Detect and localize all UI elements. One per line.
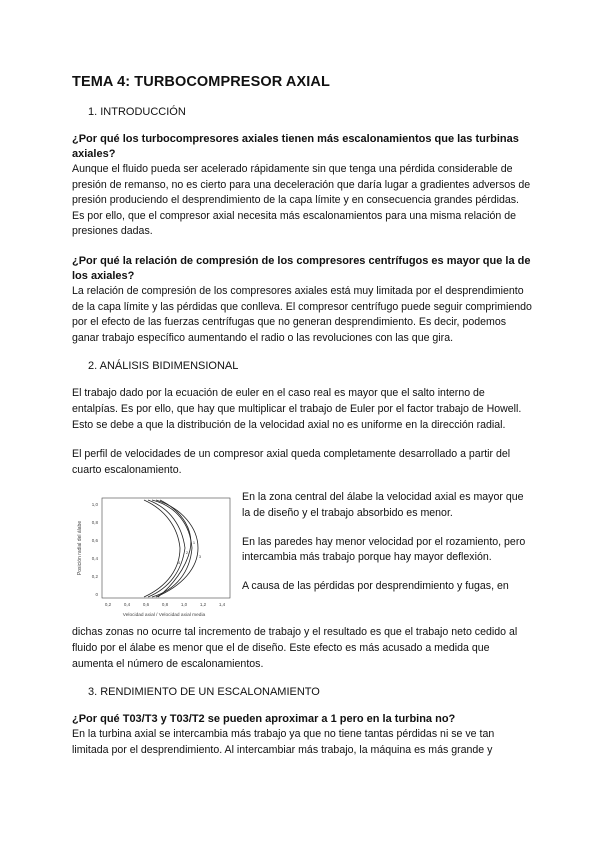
- y-tick-label: 0: [95, 592, 98, 598]
- answer-paragraph: Aunque el fluido pueda ser acelerado rápidamente sin que tenga una pérdida considerable de presión de remanso, no es cierto para una deceleración que daría lugar a gradientes adversos de presión produciendo el desprendimiento de la capa límite y en consecuencia grandes pérdidas. Es por ello, que el compresor axial necesita más escalonamientos para una misma relación de presiones dadas.: [72, 163, 531, 238]
- document-page: [72, 74, 532, 758]
- x-tick-label: 1,0: [180, 602, 188, 608]
- figure-side-text: [242, 490, 532, 594]
- body-paragraph: El trabajo dado por la ecuación de euler en el caso real es mayor que el salto interno de entalpías. Es por ello, que hay que multiplicar el trabajo de Euler por el factor trabajo de Howell. Esto se debe a que la distribución de la velocidad axial no es uniforme en la dirección radial.: [72, 387, 522, 431]
- question-heading: ¿Por qué los turbocompresores axiales tienen más escalonamientos que las turbinas axiales?: [72, 133, 519, 160]
- figure-ylabel: Posición radial del álabe: [77, 521, 83, 576]
- figure-row: [72, 490, 532, 625]
- body-paragraph: A causa de las pérdidas por desprendimiento y fugas, en: [242, 579, 509, 592]
- x-tick-label: 0,2: [104, 602, 112, 608]
- x-tick-label: 0,8: [161, 602, 169, 608]
- y-tick-label: 0,6: [91, 538, 98, 544]
- page-title: TEMA 4: TURBOCOMPRESOR AXIAL: [72, 74, 330, 90]
- y-tick-label: 0,4: [91, 556, 98, 562]
- curve-label: 1: [193, 541, 195, 546]
- y-tick-label: 0,2: [91, 574, 98, 580]
- plot-frame: [102, 498, 230, 598]
- x-tick-label: 0,4: [123, 602, 131, 608]
- curve-label: 4: [178, 561, 180, 566]
- section-heading-analisis: 2. ANÁLISIS BIDIMENSIONAL: [88, 360, 239, 373]
- profile-curve: [144, 500, 180, 597]
- curve-label: 2: [186, 551, 188, 556]
- answer-paragraph: La relación de compresión de los compresores axiales está muy limitada por el desprendimiento de la capa límite y las pérdidas que conlleva. El compresor centrífugo puede seguir comprimiendo por el efecto de las fuerzas centrífugas que no generan desprendimiento. Es decir, podemos ganar trabajo específico aumentando el radio o las revoluciones con las que gira.: [72, 284, 532, 344]
- profile-curve: [152, 500, 192, 597]
- velocity-profile-curves: [144, 500, 198, 597]
- x-tick-label: 0,6: [142, 602, 150, 608]
- body-paragraph: En las paredes hay menor velocidad por el rozamiento, pero intercambia más trabajo porque hay mayor deflexión.: [242, 535, 526, 564]
- body-paragraph: dichas zonas no ocurre tal incremento de trabajo y el resultado es que el trabajo neto cedido al fluido por el álabe es menor que el de diseño. Este efecto es más acusado a medida que aumenta el número de escalonamientos.: [72, 626, 518, 670]
- profile-curve: [158, 500, 191, 597]
- figure-xlabel: Velocidad axial / Velocidad axial media: [122, 613, 206, 619]
- y-tick-label: 0,8: [91, 520, 98, 526]
- curve-label: 3: [199, 555, 201, 560]
- x-tick-label: 1,2: [199, 602, 207, 608]
- question-heading: ¿Por qué la relación de compresión de los compresores centrífugos es mayor que la de los axiales?: [72, 254, 531, 282]
- body-paragraph: El perfil de velocidades de un compresor axial queda completamente desarrollado a partir del cuarto escalonamiento.: [72, 448, 511, 476]
- section-heading-rendimiento: 3. RENDIMIENTO DE UN ESCALONAMIENTO: [88, 686, 320, 699]
- x-tick-label: 1,4: [218, 602, 226, 608]
- y-tick-label: 1,0: [91, 502, 98, 508]
- body-paragraph: En la zona central del álabe la velocidad axial es mayor que la de diseño y el trabajo absorbido es menor.: [242, 491, 524, 519]
- y-tick-labels: [92, 502, 99, 597]
- velocity-profile-figure: [72, 494, 237, 622]
- answer-paragraph: En la turbina axial se intercambia más trabajo ya que no tiene tantas pérdidas ni se ve tan limitada por el desprendimiento. Al intercambiar más trabajo, la máquina es más grande y: [72, 728, 495, 756]
- section-heading-introduccion: 1. INTRODUCCIÓN: [88, 106, 186, 118]
- question-heading: ¿Por qué T03/T3 y T03/T2 se pueden aproximar a 1 pero en la turbina no?: [72, 713, 456, 726]
- x-tick-labels: [105, 602, 226, 607]
